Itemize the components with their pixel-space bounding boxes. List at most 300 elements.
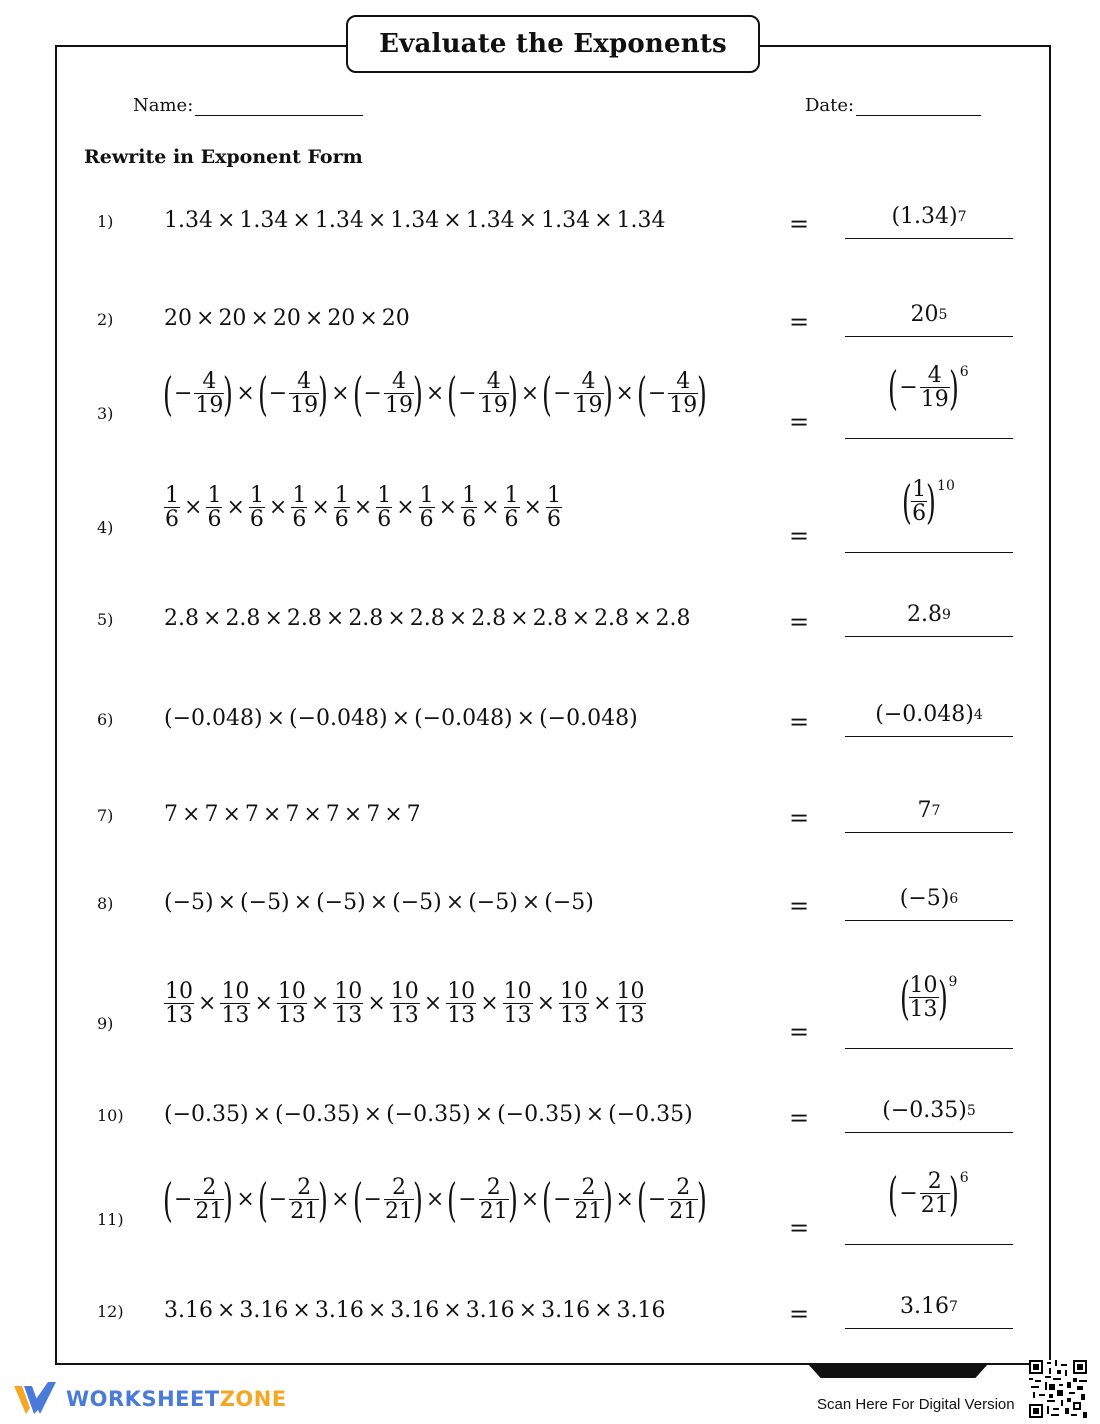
answer-base: (1.34) xyxy=(891,204,958,229)
factor xyxy=(164,484,180,531)
factor: (−0.35) xyxy=(275,1102,360,1127)
answer-exponent: 4 xyxy=(973,707,983,723)
answer-line[interactable] xyxy=(845,920,1013,921)
denominator: 19 xyxy=(384,393,413,419)
denominator: 6 xyxy=(377,507,392,533)
factor: 3.16 xyxy=(541,1298,591,1323)
minus-sign: − xyxy=(458,1187,477,1213)
times-sign: × xyxy=(203,606,222,631)
numerator: 1 xyxy=(165,483,179,508)
date-line[interactable] xyxy=(856,97,981,116)
left-paren: ( xyxy=(636,1172,647,1227)
times-sign: × xyxy=(292,208,311,233)
problem-number: 2) xyxy=(97,310,114,329)
answer-line[interactable] xyxy=(845,1132,1013,1133)
factor: 7 xyxy=(244,802,259,827)
product-expression xyxy=(163,1172,708,1227)
factor: 2.8 xyxy=(594,606,630,631)
equals-sign: = xyxy=(789,1104,810,1132)
fraction xyxy=(289,1176,319,1223)
left-paren: ( xyxy=(888,1166,899,1221)
times-sign: × xyxy=(343,802,363,827)
problem-number: 1) xyxy=(97,212,114,231)
times-sign: × xyxy=(216,1298,236,1323)
right-paren: ) xyxy=(318,1172,329,1227)
right-paren: ) xyxy=(948,360,959,415)
times-sign: × xyxy=(236,381,255,407)
numerator: 4 xyxy=(297,369,312,394)
denominator: 19 xyxy=(195,393,224,419)
factor xyxy=(277,980,307,1027)
product-expression xyxy=(164,306,410,331)
fraction xyxy=(920,1170,950,1217)
product-expression xyxy=(164,1298,666,1323)
times-sign: × xyxy=(292,1298,311,1323)
answer-base: (−0.048) xyxy=(875,702,974,727)
times-sign: × xyxy=(523,495,542,521)
denominator: 19 xyxy=(574,393,603,419)
factor: (−0.048) xyxy=(414,706,513,731)
left-paren: ( xyxy=(447,1172,458,1227)
times-sign: × xyxy=(571,606,591,631)
left-paren: ( xyxy=(352,366,363,421)
factor xyxy=(447,1172,518,1227)
equals-sign: = xyxy=(789,804,810,832)
numerator: 2 xyxy=(486,1175,501,1200)
denominator: 6 xyxy=(504,507,519,533)
denominator: 13 xyxy=(334,1003,363,1029)
worksheet-title: Evaluate the Exponents xyxy=(346,15,760,73)
fraction xyxy=(574,1176,604,1223)
times-sign: × xyxy=(252,1102,272,1127)
times-sign: × xyxy=(474,1102,494,1127)
numerator: 1 xyxy=(292,483,307,508)
numerator: 1 xyxy=(419,483,434,508)
answer xyxy=(845,1294,1013,1319)
right-paren: ) xyxy=(926,474,936,529)
right-paren: ) xyxy=(602,1172,613,1227)
denominator: 21 xyxy=(384,1199,413,1225)
fraction xyxy=(194,370,224,417)
numerator: 2 xyxy=(676,1175,691,1200)
factor xyxy=(446,980,476,1027)
numerator: 2 xyxy=(297,1175,312,1200)
numerator: 2 xyxy=(927,1169,942,1194)
answer-exponent: 6 xyxy=(959,364,969,380)
denominator: 6 xyxy=(334,507,349,533)
answer-line[interactable] xyxy=(845,736,1013,737)
factor xyxy=(636,1172,708,1227)
times-sign: × xyxy=(196,306,215,331)
numerator: 10 xyxy=(447,979,476,1004)
factor: 7 xyxy=(285,802,300,827)
factor xyxy=(419,484,435,531)
problem-number: 7) xyxy=(97,806,114,825)
answer-line[interactable] xyxy=(845,552,1013,553)
factor: (−0.35) xyxy=(164,1102,249,1127)
times-sign: × xyxy=(359,306,378,331)
problem-number: 11) xyxy=(97,1210,124,1229)
right-paren: ) xyxy=(602,366,613,421)
answer-line[interactable] xyxy=(845,438,1013,439)
times-sign: × xyxy=(198,991,217,1017)
answer xyxy=(845,970,1013,1025)
numerator: 10 xyxy=(616,979,645,1004)
answer xyxy=(845,204,1013,229)
answer-line[interactable] xyxy=(845,238,1013,239)
minus-sign: − xyxy=(647,381,667,407)
date-field[interactable] xyxy=(805,95,981,116)
factor: 2.8 xyxy=(409,606,445,631)
answer-line[interactable] xyxy=(845,1244,1013,1245)
factor: 2.8 xyxy=(655,606,691,631)
factor xyxy=(206,484,222,531)
numerator: 4 xyxy=(581,369,596,394)
factor: 7 xyxy=(164,802,178,827)
denominator: 19 xyxy=(920,387,949,413)
minus-sign: − xyxy=(363,381,382,407)
times-sign: × xyxy=(369,890,389,915)
factor: (−5) xyxy=(316,890,366,915)
answer-base: 20 xyxy=(910,302,939,327)
denominator: 6 xyxy=(419,507,434,533)
left-paren: ( xyxy=(902,474,913,529)
numerator: 4 xyxy=(676,369,691,394)
answer-line[interactable] xyxy=(845,1328,1013,1329)
times-sign: × xyxy=(593,991,612,1017)
minus-sign: − xyxy=(647,1187,667,1213)
left-paren: ( xyxy=(888,360,899,415)
product-expression xyxy=(164,484,562,531)
problem-number: 3) xyxy=(97,404,114,423)
left-paren: ( xyxy=(542,366,553,421)
answer xyxy=(845,360,1013,415)
times-sign: × xyxy=(222,802,241,827)
equals-sign: = xyxy=(789,708,810,736)
denominator: 13 xyxy=(390,1003,419,1029)
factor: 3.16 xyxy=(465,1298,515,1323)
factor xyxy=(616,980,646,1027)
numerator: 10 xyxy=(909,973,938,998)
factor xyxy=(376,484,392,531)
scan-caption: Scan Here For Digital Version xyxy=(817,1396,1015,1413)
logo-text: WORKSHEETZONE xyxy=(66,1387,287,1411)
denominator: 13 xyxy=(503,1003,532,1029)
times-sign: × xyxy=(594,1298,613,1323)
numerator: 2 xyxy=(581,1175,596,1200)
right-paren: ) xyxy=(507,366,518,421)
times-sign: × xyxy=(480,991,499,1017)
denominator: 21 xyxy=(920,1193,949,1219)
numerator: 1 xyxy=(377,483,392,508)
times-sign: × xyxy=(226,495,245,521)
factor: (−5) xyxy=(240,890,290,915)
fraction xyxy=(574,370,604,417)
answer-base: (−0.35) xyxy=(882,1098,967,1123)
minus-sign: − xyxy=(553,1187,572,1213)
factor xyxy=(352,1172,423,1227)
answer-exponent: 7 xyxy=(957,209,967,225)
times-sign: × xyxy=(353,495,373,521)
times-sign: × xyxy=(594,208,613,233)
factor: (−0.35) xyxy=(608,1102,693,1127)
answer xyxy=(845,702,1013,727)
times-sign: × xyxy=(236,1187,255,1213)
factor: 2.8 xyxy=(164,606,199,631)
name-line[interactable] xyxy=(195,97,363,116)
problem-number: 4) xyxy=(97,518,114,537)
right-paren: ) xyxy=(697,366,708,421)
denominator: 21 xyxy=(290,1199,319,1225)
times-sign: × xyxy=(311,495,330,521)
fraction xyxy=(911,478,927,525)
factor xyxy=(291,484,307,531)
numerator: 4 xyxy=(202,369,217,394)
answer xyxy=(845,798,1013,823)
times-sign: × xyxy=(293,890,313,915)
times-sign: × xyxy=(615,1187,634,1213)
factor: 1.34 xyxy=(616,208,666,233)
answer xyxy=(845,302,1013,327)
times-sign: × xyxy=(536,991,556,1017)
right-paren: ) xyxy=(223,1172,234,1227)
times-sign: × xyxy=(615,381,634,407)
answer xyxy=(845,886,1013,911)
factor xyxy=(542,1172,613,1227)
numerator: 1 xyxy=(546,483,561,508)
answer-line[interactable] xyxy=(845,336,1013,337)
factor xyxy=(390,980,420,1027)
times-sign: × xyxy=(264,606,283,631)
answer-line[interactable] xyxy=(845,1048,1013,1049)
times-sign: × xyxy=(367,991,386,1017)
equals-sign: = xyxy=(789,522,810,550)
times-sign: × xyxy=(182,802,201,827)
factor: 2.8 xyxy=(471,606,507,631)
factor: 7 xyxy=(325,802,340,827)
factor: (−0.048) xyxy=(539,706,638,731)
times-sign: × xyxy=(585,1102,605,1127)
denominator: 21 xyxy=(479,1199,508,1225)
times-sign: × xyxy=(423,991,443,1017)
numerator: 10 xyxy=(503,979,532,1004)
times-sign: × xyxy=(367,1298,387,1323)
equals-sign: = xyxy=(789,308,810,336)
factor: 3.16 xyxy=(616,1298,666,1323)
factor: 1.34 xyxy=(314,208,364,233)
times-sign: × xyxy=(216,208,236,233)
section-title: Rewrite in Exponent Form xyxy=(84,146,363,168)
minus-sign: − xyxy=(458,381,477,407)
right-paren: ) xyxy=(318,366,329,421)
answer-base: 3.16 xyxy=(900,1294,950,1319)
times-sign: × xyxy=(396,495,415,521)
factor xyxy=(542,366,613,421)
factor: 3.16 xyxy=(239,1298,289,1323)
answer xyxy=(845,602,1013,627)
left-paren: ( xyxy=(636,366,647,421)
left-paren: ( xyxy=(163,1172,173,1227)
fraction xyxy=(289,370,319,417)
answer-exponent: 6 xyxy=(949,891,959,907)
problem-number: 6) xyxy=(97,710,114,729)
times-sign: × xyxy=(184,495,203,521)
times-sign: × xyxy=(266,706,286,731)
worksheetzone-logo xyxy=(14,1382,287,1416)
numerator: 10 xyxy=(390,979,419,1004)
factor xyxy=(249,484,265,531)
right-paren: ) xyxy=(697,1172,708,1227)
name-label: Name: xyxy=(133,95,194,116)
times-sign: × xyxy=(304,306,324,331)
answer-base xyxy=(902,474,936,529)
left-paren: ( xyxy=(352,1172,363,1227)
factor: (−5) xyxy=(468,890,518,915)
fraction xyxy=(920,364,950,411)
factor: (−5) xyxy=(392,890,442,915)
left-paren: ( xyxy=(447,366,458,421)
times-sign: × xyxy=(391,706,411,731)
numerator: 2 xyxy=(202,1175,217,1200)
date-label: Date: xyxy=(805,95,855,116)
denominator: 13 xyxy=(616,1003,645,1029)
qr-code-icon[interactable] xyxy=(1029,1360,1087,1418)
denominator: 6 xyxy=(912,501,927,527)
fraction xyxy=(194,1176,224,1223)
numerator: 10 xyxy=(334,979,363,1004)
right-paren: ) xyxy=(223,366,234,421)
factor: (−5) xyxy=(544,890,594,915)
name-field[interactable] xyxy=(133,95,363,116)
equals-sign: = xyxy=(789,892,810,920)
product-expression xyxy=(164,802,421,827)
factor xyxy=(504,484,520,531)
answer-exponent: 9 xyxy=(942,607,951,623)
denominator: 6 xyxy=(462,507,477,533)
equals-sign: = xyxy=(789,210,810,238)
times-sign: × xyxy=(521,890,541,915)
factor: 20 xyxy=(327,306,356,331)
numerator: 4 xyxy=(927,363,942,388)
answer-line[interactable] xyxy=(845,832,1013,833)
factor: 20 xyxy=(218,306,247,331)
factor: (−0.048) xyxy=(289,706,388,731)
times-sign: × xyxy=(443,208,462,233)
answer-exponent: 10 xyxy=(937,478,955,494)
numerator: 10 xyxy=(277,979,306,1004)
numerator: 4 xyxy=(486,369,501,394)
right-paren: ) xyxy=(507,1172,518,1227)
numerator: 1 xyxy=(912,477,927,502)
factor: 3.16 xyxy=(164,1298,213,1323)
problem-number: 5) xyxy=(97,610,114,629)
denominator: 21 xyxy=(195,1199,224,1225)
factor: 1.34 xyxy=(164,208,213,233)
denominator: 19 xyxy=(479,393,508,419)
times-sign: × xyxy=(325,606,345,631)
times-sign: × xyxy=(510,606,529,631)
product-expression xyxy=(163,366,708,421)
denominator: 13 xyxy=(221,1003,250,1029)
times-sign: × xyxy=(331,381,350,407)
factor: 7 xyxy=(406,802,421,827)
denominator: 6 xyxy=(207,507,222,533)
fraction xyxy=(668,1176,698,1223)
factor: (−0.048) xyxy=(164,706,263,731)
equals-sign: = xyxy=(789,1300,810,1328)
numerator: 1 xyxy=(462,483,477,508)
factor: 2.8 xyxy=(532,606,568,631)
times-sign: × xyxy=(520,381,540,407)
numerator: 1 xyxy=(334,483,349,508)
times-sign: × xyxy=(448,606,468,631)
factor: (−0.35) xyxy=(386,1102,471,1127)
equals-sign: = xyxy=(789,1214,810,1242)
denominator: 19 xyxy=(290,393,319,419)
times-sign: × xyxy=(387,606,406,631)
factor: (−5) xyxy=(164,890,214,915)
answer-exponent: 7 xyxy=(949,1299,958,1315)
product-expression xyxy=(164,208,666,233)
times-sign: × xyxy=(331,1187,350,1213)
answer-exponent: 5 xyxy=(938,307,948,323)
times-sign: × xyxy=(363,1102,383,1127)
times-sign: × xyxy=(445,890,465,915)
factor: 2.8 xyxy=(348,606,384,631)
times-sign: × xyxy=(268,495,288,521)
factor: 3.16 xyxy=(314,1298,364,1323)
minus-sign: − xyxy=(899,1181,918,1207)
product-expression xyxy=(164,980,646,1027)
factor xyxy=(636,366,708,421)
numerator: 2 xyxy=(391,1175,406,1200)
answer-exponent: 6 xyxy=(959,1170,969,1186)
factor: 1.34 xyxy=(465,208,515,233)
times-sign: × xyxy=(438,495,458,521)
factor xyxy=(220,980,250,1027)
denominator: 13 xyxy=(447,1003,476,1029)
numerator: 4 xyxy=(391,369,406,394)
factor: 20 xyxy=(272,306,301,331)
denominator: 13 xyxy=(909,997,938,1023)
minus-sign: − xyxy=(173,381,193,407)
minus-sign: − xyxy=(899,375,918,401)
left-paren: ( xyxy=(163,366,173,421)
fraction xyxy=(909,974,939,1021)
minus-sign: − xyxy=(173,1187,193,1213)
denominator: 6 xyxy=(546,507,561,533)
factor: 1.34 xyxy=(541,208,591,233)
times-sign: × xyxy=(303,802,322,827)
right-paren: ) xyxy=(412,366,423,421)
equals-sign: = xyxy=(789,408,810,436)
answer-line[interactable] xyxy=(845,636,1013,637)
minus-sign: − xyxy=(268,381,288,407)
factor: 2.8 xyxy=(286,606,322,631)
factor xyxy=(546,484,562,531)
answer xyxy=(845,1098,1013,1123)
times-sign: × xyxy=(518,208,538,233)
denominator: 13 xyxy=(165,1003,193,1029)
left-paren: ( xyxy=(257,366,268,421)
times-sign: × xyxy=(425,1187,445,1213)
right-paren: ) xyxy=(948,1166,959,1221)
fraction xyxy=(479,1176,509,1223)
factor: 20 xyxy=(164,306,192,331)
times-sign: × xyxy=(310,991,330,1017)
answer xyxy=(845,1166,1013,1221)
times-sign: × xyxy=(217,890,237,915)
